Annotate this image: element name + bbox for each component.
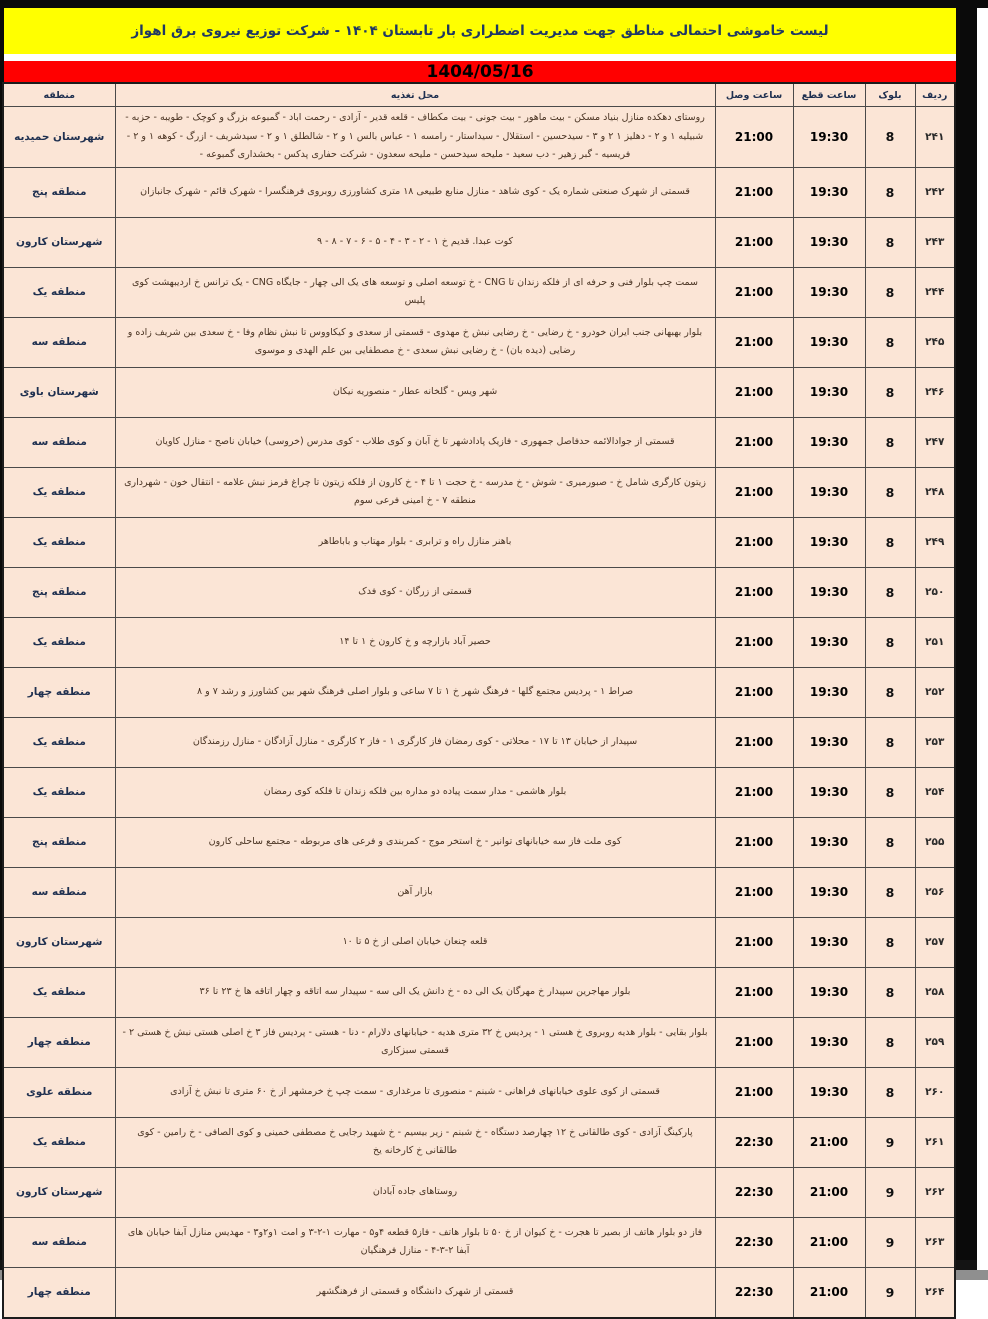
table-row: [3, 817, 955, 867]
cell-location: شهر ویس - گلخانه عطار - منصوریه نیکان: [115, 367, 715, 417]
cell-reconnect-time: 21:00: [715, 567, 793, 617]
cell-radif: ۲۴۵: [915, 317, 955, 367]
cell-location: صراط ۱ - پردیس مجتمع گلها - فرهنگ شهر خ ۱ تا ۷ ساعی و بلوار اصلی فرهنگ شهر بین کشاورز و رشد ۷ و ۸: [115, 667, 715, 717]
cell-region: منطقه یک: [3, 1117, 115, 1167]
cell-block: 8: [865, 767, 915, 817]
cell-cut-time: 19:30: [793, 467, 865, 517]
cell-region: منطقه سه: [3, 417, 115, 467]
cell-block: 8: [865, 617, 915, 667]
cell-location: بلوار بهبهانی جنب ایران خودرو - خ رضایی - خ رضایی نبش خ مهدوی - قسمتی از سعدی و کیکاووس تا نبش نظام وفا - خ سعدی بین شریف زاده و رضایی (دیده بان) - خ رضایی نبش سعدی - خ مصطفایی بین علم الهدی و موسوی: [115, 317, 715, 367]
cell-radif: ۲۵۹: [915, 1017, 955, 1067]
cell-region: منطقه یک: [3, 767, 115, 817]
cell-cut-time: 19:30: [793, 367, 865, 417]
cell-reconnect-time: 21:00: [715, 417, 793, 467]
cell-region: منطقه یک: [3, 617, 115, 667]
cell-location: بلوار هاشمی - مدار سمت پیاده دو مداره بین فلکه زندان تا فلکه کوی رمضان: [115, 767, 715, 817]
cell-region: منطقه چهار: [3, 667, 115, 717]
cell-radif: ۲۴۳: [915, 217, 955, 267]
screen-edge-right: [956, 8, 977, 1264]
cell-region: منطقه یک: [3, 967, 115, 1017]
cell-block: 8: [865, 967, 915, 1017]
cell-block: 8: [865, 467, 915, 517]
cell-region: منطقه پنج: [3, 817, 115, 867]
cell-block: 8: [865, 567, 915, 617]
cell-region: منطقه یک: [3, 717, 115, 767]
cell-region: منطقه سه: [3, 1217, 115, 1267]
cell-radif: ۲۵۳: [915, 717, 955, 767]
cell-radif: ۲۴۲: [915, 167, 955, 217]
table-row: [3, 367, 955, 417]
cell-cut-time: 19:30: [793, 967, 865, 1017]
cell-region: منطقه یک: [3, 517, 115, 567]
cell-location: قسمتی از جوادالائمه حدفاصل جمهوری - فازیک پادادشهر تا خ آبان و کوی طلاب - کوی مدرس (خروسی) خیابان ناصح - منازل کاویان: [115, 417, 715, 467]
cell-cut-time: 21:00: [793, 1217, 865, 1267]
table-row: [3, 967, 955, 1017]
header-location: محل تغذیه: [115, 83, 715, 107]
cell-reconnect-time: 21:00: [715, 917, 793, 967]
screen-edge-top: [0, 0, 988, 8]
cell-cut-time: 19:30: [793, 917, 865, 967]
cell-reconnect-time: 22:30: [715, 1267, 793, 1318]
cell-location: حصیر آباد بازارچه و خ کارون خ ۱ تا ۱۴: [115, 617, 715, 667]
cell-reconnect-time: 22:30: [715, 1217, 793, 1267]
cell-cut-time: 19:30: [793, 767, 865, 817]
table-row: [3, 1067, 955, 1117]
table-row: [3, 667, 955, 717]
cell-radif: ۲۵۲: [915, 667, 955, 717]
cell-region: شهرستان باوی: [3, 367, 115, 417]
cell-region: منطقه سه: [3, 317, 115, 367]
cell-cut-time: 19:30: [793, 217, 865, 267]
cell-cut-time: 21:00: [793, 1167, 865, 1217]
cell-block: 8: [865, 267, 915, 317]
cell-radif: ۲۵۴: [915, 767, 955, 817]
banner-gap: [4, 54, 956, 61]
header-block: بلوک: [865, 83, 915, 107]
cell-reconnect-time: 21:00: [715, 517, 793, 567]
table-row: [3, 467, 955, 517]
cell-region: منطقه یک: [3, 467, 115, 517]
table-row: [3, 107, 955, 168]
cell-cut-time: 19:30: [793, 1017, 865, 1067]
cell-reconnect-time: 21:00: [715, 317, 793, 367]
cell-block: 8: [865, 517, 915, 567]
cell-region: منطقه چهار: [3, 1267, 115, 1318]
cell-radif: ۲۴۹: [915, 517, 955, 567]
cell-cut-time: 19:30: [793, 267, 865, 317]
cell-radif: ۲۴۸: [915, 467, 955, 517]
date-banner: [4, 61, 956, 82]
table-row: [3, 917, 955, 967]
cell-cut-time: 21:00: [793, 1117, 865, 1167]
cell-block: 8: [865, 1017, 915, 1067]
title-banner: [4, 8, 956, 54]
schedule-date: 1404/05/16: [426, 61, 534, 82]
table-row: [3, 1017, 955, 1067]
table-row: [3, 867, 955, 917]
cell-cut-time: 19:30: [793, 1067, 865, 1117]
cell-location: سمت چپ بلوار فنی و حرفه ای از فلکه زندان تا CNG - خ توسعه اصلی و توسعه های یک الی چهار - جایگاه CNG - یک ترانس خ اردیبهشت کوی پلیس: [115, 267, 715, 317]
cell-reconnect-time: 21:00: [715, 867, 793, 917]
cell-radif: ۲۶۳: [915, 1217, 955, 1267]
cell-block: 9: [865, 1167, 915, 1217]
cell-radif: ۲۴۷: [915, 417, 955, 467]
table-row: [3, 417, 955, 467]
table-row: [3, 1117, 955, 1167]
table-row: [3, 167, 955, 217]
cell-cut-time: 21:00: [793, 1267, 865, 1318]
table-row: [3, 1267, 955, 1318]
header-cut-time: ساعت قطع: [793, 83, 865, 107]
outage-schedule-table: [2, 82, 956, 1319]
cell-block: 9: [865, 1267, 915, 1318]
cell-region: منطقه علوی: [3, 1067, 115, 1117]
cell-region: منطقه پنج: [3, 167, 115, 217]
cell-block: 8: [865, 167, 915, 217]
header-radif: ردیف: [915, 83, 955, 107]
table-row: [3, 217, 955, 267]
table-row: [3, 517, 955, 567]
table-header-row: [3, 83, 955, 107]
cell-cut-time: 19:30: [793, 167, 865, 217]
cell-cut-time: 19:30: [793, 567, 865, 617]
cell-block: 9: [865, 1217, 915, 1267]
cell-reconnect-time: 21:00: [715, 1067, 793, 1117]
cell-radif: ۲۶۰: [915, 1067, 955, 1117]
cell-radif: ۲۵۷: [915, 917, 955, 967]
cell-block: 8: [865, 367, 915, 417]
table-row: [3, 267, 955, 317]
cell-cut-time: 19:30: [793, 867, 865, 917]
cell-reconnect-time: 21:00: [715, 1017, 793, 1067]
cell-radif: ۲۴۱: [915, 107, 955, 168]
cell-region: شهرستان کارون: [3, 917, 115, 967]
cell-cut-time: 19:30: [793, 417, 865, 467]
cell-reconnect-time: 21:00: [715, 767, 793, 817]
cell-location: قسمتی از کوی علوی خیابانهای فراهانی - شبنم - منصوری تا مرغداری - سمت چپ خ خرمشهر از خ ۶۰ متری تا نبش خ آزادی: [115, 1067, 715, 1117]
cell-reconnect-time: 21:00: [715, 367, 793, 417]
cell-radif: ۲۵۱: [915, 617, 955, 667]
cell-location: کوت عبدا. قدیم خ ۱ - ۲ - ۳ - ۴ - ۵ - ۶ - ۷ - ۸ - ۹: [115, 217, 715, 267]
table-row: [3, 617, 955, 667]
cell-location: فاز دو بلوار هاتف از بصیر تا هجرت - خ کیوان از خ ۵۰ تا بلوار هاتف - فاز۵ قطعه ۴و۵ - مهارت ۱-۲-۳ و امت ۱و۲و۳ - مهدیس منازل آبفا خیابان های آبفا ۲-۳-۴ - منازل فرهنگیان: [115, 1217, 715, 1267]
cell-cut-time: 19:30: [793, 717, 865, 767]
cell-location: بازار آهن: [115, 867, 715, 917]
table-row: [3, 717, 955, 767]
cell-reconnect-time: 21:00: [715, 107, 793, 168]
cell-location: روستای دهکده منازل بنیاد مسکن - بیت ماهور - بیت جونی - بیت مکطاف - قلعه قدیر - آزادی - رحمت اباد - گمبوعه بزرگ و کوچک - طویبه - حزبه - شبیلیه ۱ و ۲ - دهلیز ۱ ۲ و ۳ - سیدحسین - استقلال - سیداستار - رامسه ۱ - عباس بالس ۱ و ۲ - شالطلق ۱ و ۲ - سیدشریف - ازرگ - کوهه ۱ و ۲ - فریسیه - گبر زهیر - دب سعید - ملیحه سیدحسن - ملیحه سعدون - شرکت حفاری پدکس - بخشداری گمبوعه -: [115, 107, 715, 168]
cell-region: شهرستان حمیدیه: [3, 107, 115, 168]
cell-block: 8: [865, 417, 915, 467]
cell-reconnect-time: 21:00: [715, 817, 793, 867]
table-row: [3, 317, 955, 367]
cell-reconnect-time: 21:00: [715, 617, 793, 667]
cell-location: بلوار مهاجرین سپیدار خ مهرگان یک الی ده - خ دانش یک الی سه - سپیدار سه اتاقه و چهار اتاقه ها خ ۲۳ تا ۳۶: [115, 967, 715, 1017]
cell-location: زیتون کارگری شامل خ - صبورمیری - شوش - خ مدرسه - خ حجت ۱ تا ۴ - خ کارون از فلکه زیتون تا چراغ قرمز نبش علامه - انتقال خون - شهرداری منطقه ۷ - خ امینی فرعی سوم: [115, 467, 715, 517]
cell-cut-time: 19:30: [793, 817, 865, 867]
cell-location: قسمتی از شهرک دانشگاه و قسمتی از فرهنگشهر: [115, 1267, 715, 1318]
document-page: [4, 8, 956, 1300]
cell-reconnect-time: 21:00: [715, 217, 793, 267]
cell-cut-time: 19:30: [793, 617, 865, 667]
cell-location: قسمتی از زرگان - کوی فدک: [115, 567, 715, 617]
cell-region: شهرستان کارون: [3, 217, 115, 267]
cell-block: 8: [865, 1067, 915, 1117]
cell-location: کوی ملت فاز سه خیابانهای توانیر - خ استخر موج - کمربندی و فرعی های مربوطه - مجتمع ساحلی کارون: [115, 817, 715, 867]
table-row: [3, 567, 955, 617]
cell-radif: ۲۵۸: [915, 967, 955, 1017]
cell-radif: ۲۴۴: [915, 267, 955, 317]
cell-cut-time: 19:30: [793, 517, 865, 567]
cell-block: 8: [865, 817, 915, 867]
cell-block: 8: [865, 717, 915, 767]
cell-region: منطقه چهار: [3, 1017, 115, 1067]
cell-block: 8: [865, 317, 915, 367]
cell-reconnect-time: 21:00: [715, 267, 793, 317]
cell-reconnect-time: 21:00: [715, 667, 793, 717]
cell-region: منطقه یک: [3, 267, 115, 317]
cell-radif: ۲۶۱: [915, 1117, 955, 1167]
cell-block: 9: [865, 1117, 915, 1167]
cell-region: منطقه سه: [3, 867, 115, 917]
header-region: منطقه: [3, 83, 115, 107]
table-row: [3, 767, 955, 817]
header-reconnect-time: ساعت وصل: [715, 83, 793, 107]
cell-reconnect-time: 22:30: [715, 1167, 793, 1217]
page-title: لیست خاموشی احتمالی مناطق جهت مدیریت اضطراری بار تابستان ۱۴۰۴ - شرکت توزیع نیروی برق اهواز: [131, 23, 829, 39]
table-row: [3, 1217, 955, 1267]
cell-region: شهرستان کارون: [3, 1167, 115, 1217]
cell-cut-time: 19:30: [793, 317, 865, 367]
cell-reconnect-time: 21:00: [715, 467, 793, 517]
cell-location: بلوار بقایی - بلوار هدیه روبروی خ هستی ۱ - پردیس خ ۳۲ متری هدیه - خیابانهای دلارام - دنا - هستی - پردیس فاز ۳ خ اصلی هستی نبش خ هستی ۲ - قسمتی سبزکاری: [115, 1017, 715, 1067]
cell-radif: ۲۵۵: [915, 817, 955, 867]
cell-cut-time: 19:30: [793, 107, 865, 168]
cell-radif: ۲۴۶: [915, 367, 955, 417]
cell-location: سپیدار از خیابان ۱۳ تا ۱۷ - محلاتی - کوی رمضان فاز کارگری ۱ - فاز ۲ کارگری - منازل آزادگان - منازل رزمندگان: [115, 717, 715, 767]
cell-reconnect-time: 21:00: [715, 167, 793, 217]
table-row: [3, 1167, 955, 1217]
cell-location: روستاهای جاده آبادان: [115, 1167, 715, 1217]
cell-block: 8: [865, 217, 915, 267]
cell-region: منطقه پنج: [3, 567, 115, 617]
cell-block: 8: [865, 867, 915, 917]
cell-radif: ۲۵۶: [915, 867, 955, 917]
cell-block: 8: [865, 107, 915, 168]
cell-reconnect-time: 21:00: [715, 967, 793, 1017]
cell-location: قلعه چنعان خیابان اصلی از خ ۵ تا ۱۰: [115, 917, 715, 967]
cell-radif: ۲۶۲: [915, 1167, 955, 1217]
cell-block: 8: [865, 917, 915, 967]
cell-location: قسمتی از شهرک صنعتی شماره یک - کوی شاهد - منازل منابع طبیعی ۱۸ متری کشاورزی روبروی فرهنگسرا - شهرک قائم - شهرک جانبازان: [115, 167, 715, 217]
cell-reconnect-time: 21:00: [715, 717, 793, 767]
cell-location: پارکینگ آزادی - کوی طالقانی خ ۱۲ چهارصد دستگاه - خ شبنم - زیر بیسیم - خ شهید رجایی خ مصطفی خمینی و کوی الصافی - خ رامین - کوی طالقانی خ کارخانه یخ: [115, 1117, 715, 1167]
cell-cut-time: 19:30: [793, 667, 865, 717]
cell-radif: ۲۵۰: [915, 567, 955, 617]
cell-radif: ۲۶۴: [915, 1267, 955, 1318]
cell-reconnect-time: 22:30: [715, 1117, 793, 1167]
cell-location: باهنر منازل راه و ترابری - بلوار مهتاب و باباطاهر: [115, 517, 715, 567]
cell-block: 8: [865, 667, 915, 717]
